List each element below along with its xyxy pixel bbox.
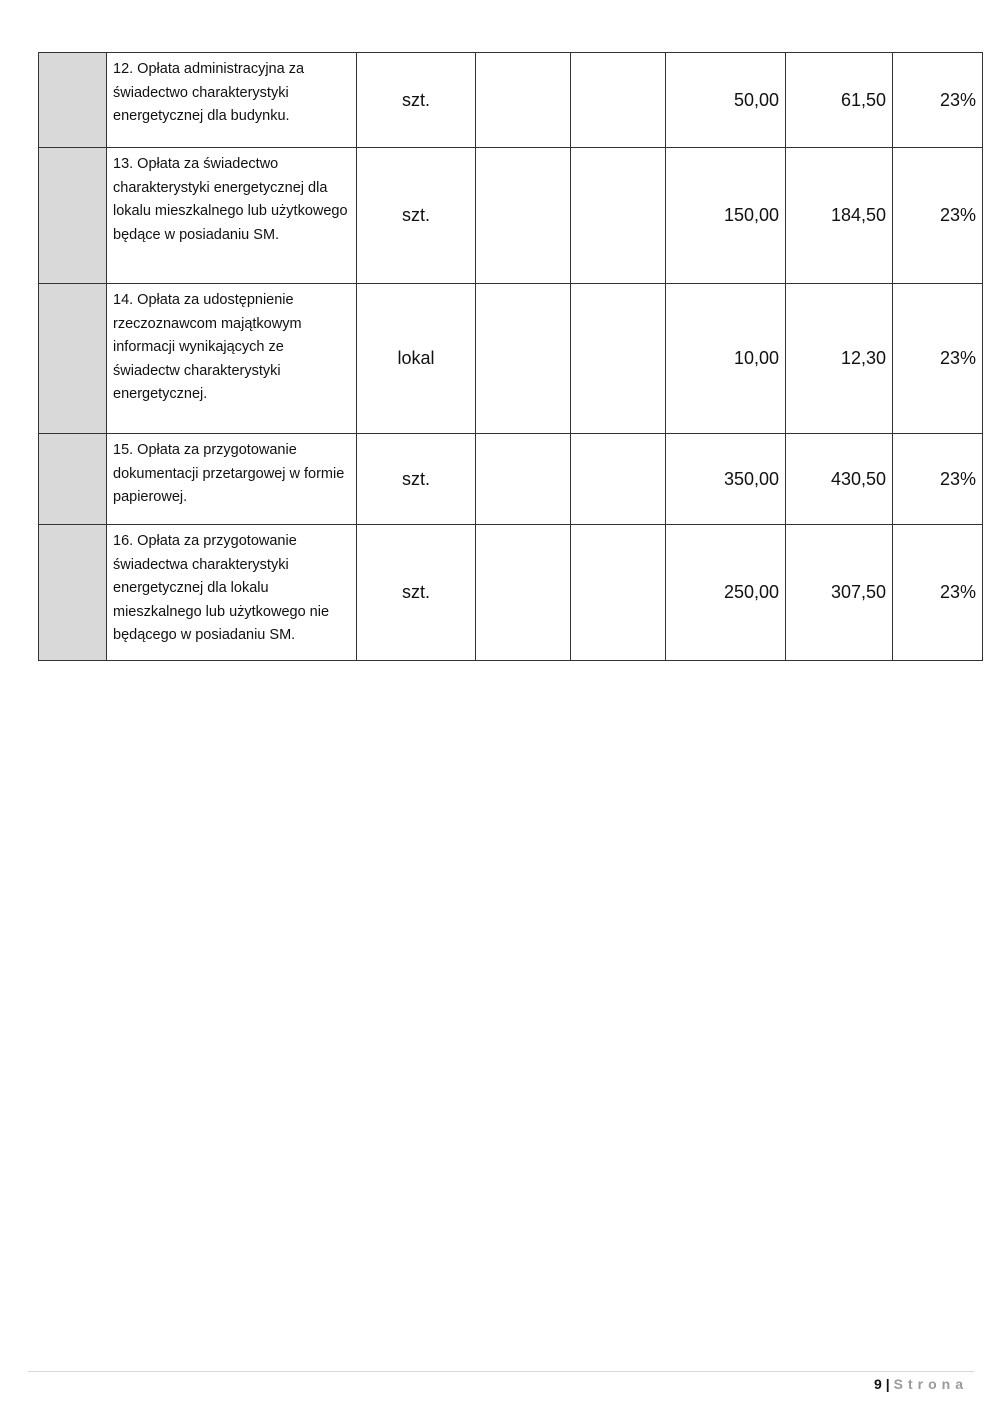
net-price-cell: 50,00 xyxy=(666,53,786,148)
table-row xyxy=(39,434,983,525)
shaded-cell xyxy=(39,53,107,148)
empty-cell xyxy=(476,284,571,434)
vat-rate-cell: 23% xyxy=(893,434,983,525)
unit-cell: szt. xyxy=(357,434,476,525)
table-row xyxy=(39,284,983,434)
vat-rate-cell: 23% xyxy=(893,148,983,284)
net-price-cell: 10,00 xyxy=(666,284,786,434)
description-cell: 12. Opłata administracyjna za świadectwo charakterystyki energetycznej dla budynku. xyxy=(107,53,357,148)
unit-cell: szt. xyxy=(357,53,476,148)
page-label: Strona xyxy=(893,1376,968,1392)
net-price-cell: 150,00 xyxy=(666,148,786,284)
page-footer xyxy=(874,1376,968,1392)
unit-cell: szt. xyxy=(357,148,476,284)
shaded-cell xyxy=(39,525,107,661)
empty-cell xyxy=(476,434,571,525)
net-price-cell: 350,00 xyxy=(666,434,786,525)
empty-cell xyxy=(476,148,571,284)
vat-rate-cell: 23% xyxy=(893,53,983,148)
gross-price-cell: 430,50 xyxy=(786,434,893,525)
page-number: 9 xyxy=(873,1376,882,1392)
gross-price-cell: 184,50 xyxy=(786,148,893,284)
table-row xyxy=(39,53,983,148)
description-cell: 13. Opłata za świadectwo charakterystyki energetycznej dla lokalu mieszkalnego lub użytkowego będące w posiadaniu SM. xyxy=(107,148,357,284)
description-cell: 14. Opłata za udostępnienie rzeczoznawcom majątkowym informacji wynikających ze świadectw charakterystyki energetycznej. xyxy=(107,284,357,434)
gross-price-cell: 61,50 xyxy=(786,53,893,148)
fee-table xyxy=(38,52,983,661)
gross-price-cell: 307,50 xyxy=(786,525,893,661)
net-price-cell: 250,00 xyxy=(666,525,786,661)
empty-cell xyxy=(571,53,666,148)
description-cell: 15. Opłata za przygotowanie dokumentacji przetargowej w formie papierowej. xyxy=(107,434,357,525)
shaded-cell xyxy=(39,148,107,284)
footer-separator: | xyxy=(885,1376,890,1392)
empty-cell xyxy=(476,525,571,661)
empty-cell xyxy=(571,284,666,434)
table-row xyxy=(39,148,983,284)
table-row xyxy=(39,525,983,661)
unit-cell: lokal xyxy=(357,284,476,434)
unit-cell: szt. xyxy=(357,525,476,661)
empty-cell xyxy=(571,525,666,661)
gross-price-cell: 12,30 xyxy=(786,284,893,434)
shaded-cell xyxy=(39,434,107,525)
empty-cell xyxy=(571,148,666,284)
empty-cell xyxy=(476,53,571,148)
footer-divider xyxy=(28,1371,974,1372)
description-cell: 16. Opłata za przygotowanie świadectwa charakterystyki energetycznej dla lokalu mieszkalnego lub użytkowego nie będącego w posiadaniu SM. xyxy=(107,525,357,661)
vat-rate-cell: 23% xyxy=(893,284,983,434)
vat-rate-cell: 23% xyxy=(893,525,983,661)
shaded-cell xyxy=(39,284,107,434)
empty-cell xyxy=(571,434,666,525)
